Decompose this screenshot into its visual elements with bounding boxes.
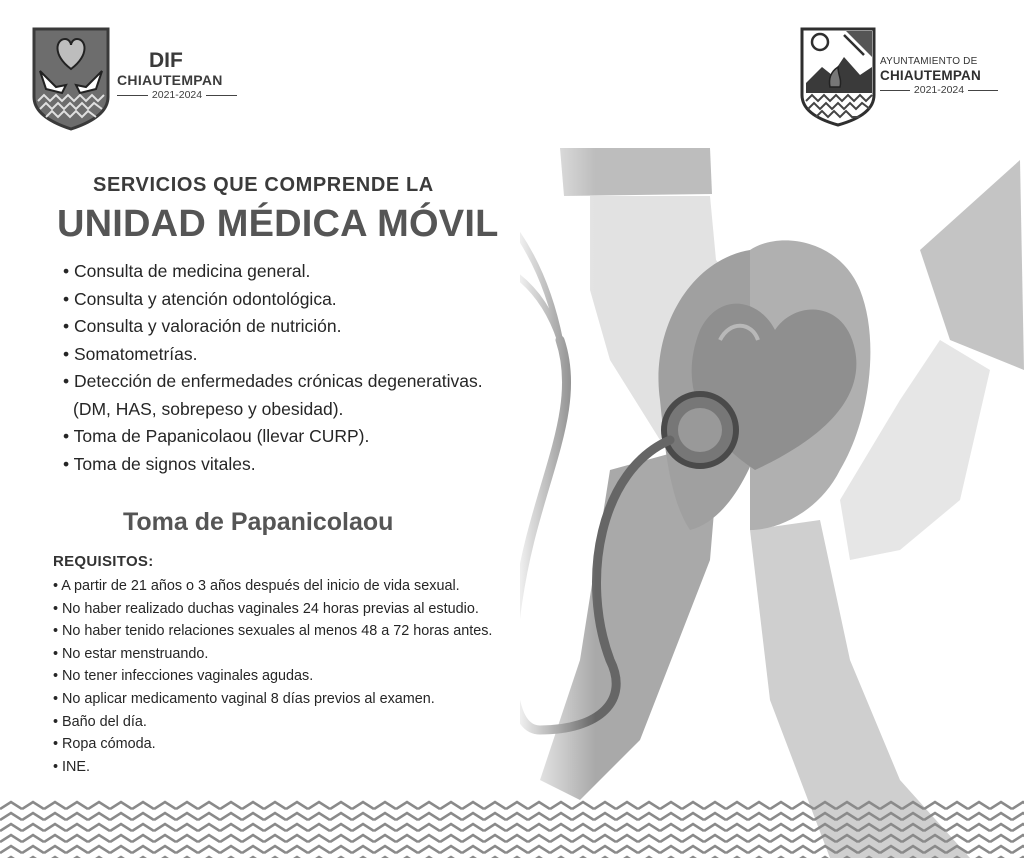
dif-shield-logo xyxy=(32,27,110,131)
services-list xyxy=(63,258,483,478)
list-item: (DM, HAS, sobrepeso y obesidad). xyxy=(73,398,344,419)
ayuntamiento-line2: CHIAUTEMPAN xyxy=(880,68,981,83)
ayuntamiento-wordmark xyxy=(880,56,998,96)
list-item: • Consulta y valoración de nutrición. xyxy=(63,316,342,336)
list-item: • Ropa cómoda. xyxy=(53,736,156,753)
list-item: • Consulta y atención odontológica. xyxy=(63,288,337,309)
zigzag-footer-pattern xyxy=(0,800,1024,858)
list-item: • Toma de signos vitales. xyxy=(63,453,256,474)
dif-title: DIF xyxy=(149,49,183,72)
list-item: • No haber realizado duchas vaginales 24 horas previas al estudio. xyxy=(53,600,479,617)
ayuntamiento-years: 2021-2024 xyxy=(880,84,998,96)
list-item: • A partir de 21 años o 3 años después del inicio de vida sexual. xyxy=(53,578,460,594)
headline-line1: SERVICIOS QUE COMPRENDE LA xyxy=(93,174,434,196)
headline-line2: UNIDAD MÉDICA MÓVIL xyxy=(57,203,499,245)
list-item: • Consulta de medicina general. xyxy=(63,261,311,281)
ayuntamiento-line1: AYUNTAMIENTO DE xyxy=(880,56,978,67)
papanicolaou-title: Toma de Papanicolaou xyxy=(123,508,394,536)
hands-heart-stethoscope-photo xyxy=(520,140,1024,858)
ayuntamiento-shield-logo xyxy=(800,27,876,127)
list-item: • Baño del día. xyxy=(53,713,147,730)
list-item: • No haber tenido relaciones sexuales al menos 48 a 72 horas antes. xyxy=(53,623,493,640)
list-item: • Detección de enfermedades crónicas degenerativas. xyxy=(63,371,483,391)
list-item: • No estar menstruando. xyxy=(53,645,209,662)
requirements-list xyxy=(53,575,492,778)
list-item: • Somatometrías. xyxy=(63,343,198,364)
dif-subtitle: CHIAUTEMPAN xyxy=(117,72,223,88)
list-item: • INE. xyxy=(53,758,91,775)
dif-wordmark xyxy=(117,50,237,101)
list-item: • No tener infecciones vaginales agudas. xyxy=(53,668,314,685)
list-item: • No aplicar medicamento vaginal 8 días previos al examen. xyxy=(53,690,435,707)
list-item: • Toma de Papanicolaou (llevar CURP). xyxy=(63,426,370,446)
dif-years: 2021-2024 xyxy=(117,89,237,101)
requirements-title: REQUISITOS: xyxy=(53,553,154,570)
